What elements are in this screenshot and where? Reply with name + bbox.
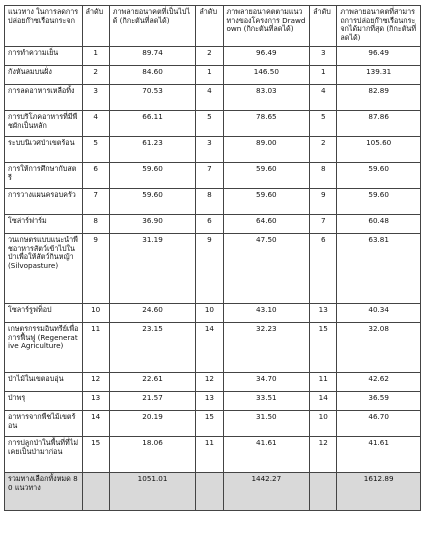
rank-optimum: 14 bbox=[310, 392, 337, 411]
table-row bbox=[5, 66, 421, 85]
optimum-value: 36.59 bbox=[337, 392, 421, 411]
rank-optimum: 8 bbox=[310, 163, 337, 189]
table-row bbox=[5, 304, 421, 323]
solution-name: การบริโภคอาหารที่มีพืชผักเป็นหลัก bbox=[5, 111, 83, 137]
drawdown-value: 32.23 bbox=[223, 323, 310, 373]
optimum-value: 42.62 bbox=[337, 373, 421, 392]
rank-drawdown: 13 bbox=[196, 392, 223, 411]
table-row bbox=[5, 323, 421, 373]
drawdown-value: 59.60 bbox=[223, 163, 310, 189]
drawdown-value: 33.51 bbox=[223, 392, 310, 411]
rank-drawdown: 9 bbox=[196, 234, 223, 304]
drawdown-value: 89.00 bbox=[223, 137, 310, 163]
rank-optimum bbox=[310, 473, 337, 511]
solution-name: ป่าพรุ bbox=[5, 392, 83, 411]
table-row bbox=[5, 137, 421, 163]
solution-name: รวมทางเลือกทั้งหมด 80 แนวทาง bbox=[5, 473, 83, 511]
plausible-value: 21.57 bbox=[109, 392, 196, 411]
solution-name: การวางแผนครอบครัว bbox=[5, 189, 83, 215]
plausible-value: 70.53 bbox=[109, 85, 196, 111]
rank-plausible: 7 bbox=[82, 189, 109, 215]
drawdown-value: 59.60 bbox=[223, 189, 310, 215]
rank-drawdown: 15 bbox=[196, 411, 223, 437]
table-row bbox=[5, 85, 421, 111]
rank-drawdown: 14 bbox=[196, 323, 223, 373]
plausible-value: 31.19 bbox=[109, 234, 196, 304]
rank-plausible: 11 bbox=[82, 323, 109, 373]
rank-optimum: 11 bbox=[310, 373, 337, 392]
plausible-value: 1051.01 bbox=[109, 473, 196, 511]
rank-drawdown: 11 bbox=[196, 437, 223, 473]
drawdown-value: 43.10 bbox=[223, 304, 310, 323]
rank-drawdown: 3 bbox=[196, 137, 223, 163]
total-row bbox=[5, 473, 421, 511]
drawdown-value: 83.03 bbox=[223, 85, 310, 111]
rank-optimum: 1 bbox=[310, 66, 337, 85]
optimum-value: 63.81 bbox=[337, 234, 421, 304]
solution-name: โซล่าร์ฟาร์ม bbox=[5, 215, 83, 234]
table-row bbox=[5, 392, 421, 411]
drawdown-value: 34.70 bbox=[223, 373, 310, 392]
rank-plausible: 1 bbox=[82, 47, 109, 66]
rank-drawdown: 1 bbox=[196, 66, 223, 85]
rank-plausible: 3 bbox=[82, 85, 109, 111]
rank-plausible: 6 bbox=[82, 163, 109, 189]
table-row bbox=[5, 234, 421, 304]
drawdown-value: 64.60 bbox=[223, 215, 310, 234]
rank-optimum: 12 bbox=[310, 437, 337, 473]
drawdown-solutions-table bbox=[4, 5, 421, 511]
plausible-value: 20.19 bbox=[109, 411, 196, 437]
rank-plausible: 10 bbox=[82, 304, 109, 323]
solution-name: การให้การศึกษากับสตรี bbox=[5, 163, 83, 189]
optimum-value: 40.34 bbox=[337, 304, 421, 323]
rank-optimum: 2 bbox=[310, 137, 337, 163]
rank-drawdown: 5 bbox=[196, 111, 223, 137]
plausible-value: 18.06 bbox=[109, 437, 196, 473]
solution-name: วนเกษตรแบบแนะนำพืชอาหารสัตว์เข้าไปในป่าเพื่อให้สัตว์กินหญ้า (Silvopasture) bbox=[5, 234, 83, 304]
header-solution: แนวทาง ในการลดการปล่อยก๊าซเรือนกระจก bbox=[5, 6, 83, 47]
rank-drawdown: 7 bbox=[196, 163, 223, 189]
rank-drawdown: 2 bbox=[196, 47, 223, 66]
plausible-value: 66.11 bbox=[109, 111, 196, 137]
rank-optimum: 9 bbox=[310, 189, 337, 215]
optimum-value: 139.31 bbox=[337, 66, 421, 85]
rank-drawdown: 4 bbox=[196, 85, 223, 111]
table-row bbox=[5, 373, 421, 392]
header-rank-optimum: ลำดับ bbox=[310, 6, 337, 47]
rank-plausible bbox=[82, 473, 109, 511]
plausible-value: 59.60 bbox=[109, 163, 196, 189]
optimum-value: 105.60 bbox=[337, 137, 421, 163]
table-row bbox=[5, 437, 421, 473]
drawdown-value: 1442.27 bbox=[223, 473, 310, 511]
header-rank-plausible: ลำดับ bbox=[82, 6, 109, 47]
optimum-value: 96.49 bbox=[337, 47, 421, 66]
solution-name: กังหันลมบนฝั่ง bbox=[5, 66, 83, 85]
plausible-value: 22.61 bbox=[109, 373, 196, 392]
rank-optimum: 13 bbox=[310, 304, 337, 323]
drawdown-value: 78.65 bbox=[223, 111, 310, 137]
rank-optimum: 7 bbox=[310, 215, 337, 234]
rank-drawdown: 10 bbox=[196, 304, 223, 323]
solution-name: ระบบนิเวศป่าเขตร้อน bbox=[5, 137, 83, 163]
optimum-value: 59.60 bbox=[337, 163, 421, 189]
header-row bbox=[5, 6, 421, 47]
rank-plausible: 13 bbox=[82, 392, 109, 411]
rank-optimum: 3 bbox=[310, 47, 337, 66]
drawdown-value: 31.50 bbox=[223, 411, 310, 437]
table-row bbox=[5, 111, 421, 137]
plausible-value: 36.90 bbox=[109, 215, 196, 234]
header-plausible-scenario: ภาพลายอนาคตที่เป็นไปได้ (กิกะตันที่ลดได้) bbox=[109, 6, 196, 47]
rank-plausible: 4 bbox=[82, 111, 109, 137]
rank-drawdown bbox=[196, 473, 223, 511]
rank-optimum: 15 bbox=[310, 323, 337, 373]
solution-name: การทำความเย็น bbox=[5, 47, 83, 66]
rank-optimum: 6 bbox=[310, 234, 337, 304]
optimum-value: 41.61 bbox=[337, 437, 421, 473]
rank-optimum: 5 bbox=[310, 111, 337, 137]
optimum-value: 87.86 bbox=[337, 111, 421, 137]
plausible-value: 89.74 bbox=[109, 47, 196, 66]
table-row bbox=[5, 163, 421, 189]
table-row bbox=[5, 411, 421, 437]
optimum-value: 59.60 bbox=[337, 189, 421, 215]
solution-name: เกษตรกรรมอินทรีย์เพื่อการฟื้นฟู (Regenerative Agriculture) bbox=[5, 323, 83, 373]
plausible-value: 24.60 bbox=[109, 304, 196, 323]
rank-drawdown: 6 bbox=[196, 215, 223, 234]
rank-drawdown: 12 bbox=[196, 373, 223, 392]
plausible-value: 61.23 bbox=[109, 137, 196, 163]
header-rank-drawdown: ลำดับ bbox=[196, 6, 223, 47]
rank-plausible: 8 bbox=[82, 215, 109, 234]
rank-plausible: 14 bbox=[82, 411, 109, 437]
optimum-value: 60.48 bbox=[337, 215, 421, 234]
rank-optimum: 10 bbox=[310, 411, 337, 437]
solution-name: อาหารจากพืชไม้เขตร้อน bbox=[5, 411, 83, 437]
header-drawdown-scenario: ภาพลายอนาคตตามแนวทางของโครงการ Drawdown (กิกะตันที่ลดได้) bbox=[223, 6, 310, 47]
table-row bbox=[5, 215, 421, 234]
optimum-value: 82.89 bbox=[337, 85, 421, 111]
table-row bbox=[5, 189, 421, 215]
table-row bbox=[5, 47, 421, 66]
rank-plausible: 15 bbox=[82, 437, 109, 473]
plausible-value: 59.60 bbox=[109, 189, 196, 215]
drawdown-value: 96.49 bbox=[223, 47, 310, 66]
drawdown-value: 41.61 bbox=[223, 437, 310, 473]
solution-name: การปลูกป่าในพื้นที่ที่ไม่เคยเป็นป่ามาก่อน bbox=[5, 437, 83, 473]
rank-plausible: 12 bbox=[82, 373, 109, 392]
solution-name: การลดอาหารเหลือทิ้ง bbox=[5, 85, 83, 111]
plausible-value: 84.60 bbox=[109, 66, 196, 85]
rank-plausible: 9 bbox=[82, 234, 109, 304]
rank-drawdown: 8 bbox=[196, 189, 223, 215]
rank-optimum: 4 bbox=[310, 85, 337, 111]
header-optimum-scenario: ภาพลายอนาคตที่สามารถการปล่อยก๊าซเรือนกระจกได้มากที่สุด (กิกะตันที่ลดได้) bbox=[337, 6, 421, 47]
solution-name: ป่าไม้ในเขตอบอุ่น bbox=[5, 373, 83, 392]
rank-plausible: 5 bbox=[82, 137, 109, 163]
drawdown-value: 47.50 bbox=[223, 234, 310, 304]
table-body bbox=[5, 47, 421, 511]
optimum-value: 32.08 bbox=[337, 323, 421, 373]
optimum-value: 1612.89 bbox=[337, 473, 421, 511]
drawdown-value: 146.50 bbox=[223, 66, 310, 85]
solution-name: โซลาร์รูฟท็อป bbox=[5, 304, 83, 323]
rank-plausible: 2 bbox=[82, 66, 109, 85]
plausible-value: 23.15 bbox=[109, 323, 196, 373]
optimum-value: 46.70 bbox=[337, 411, 421, 437]
